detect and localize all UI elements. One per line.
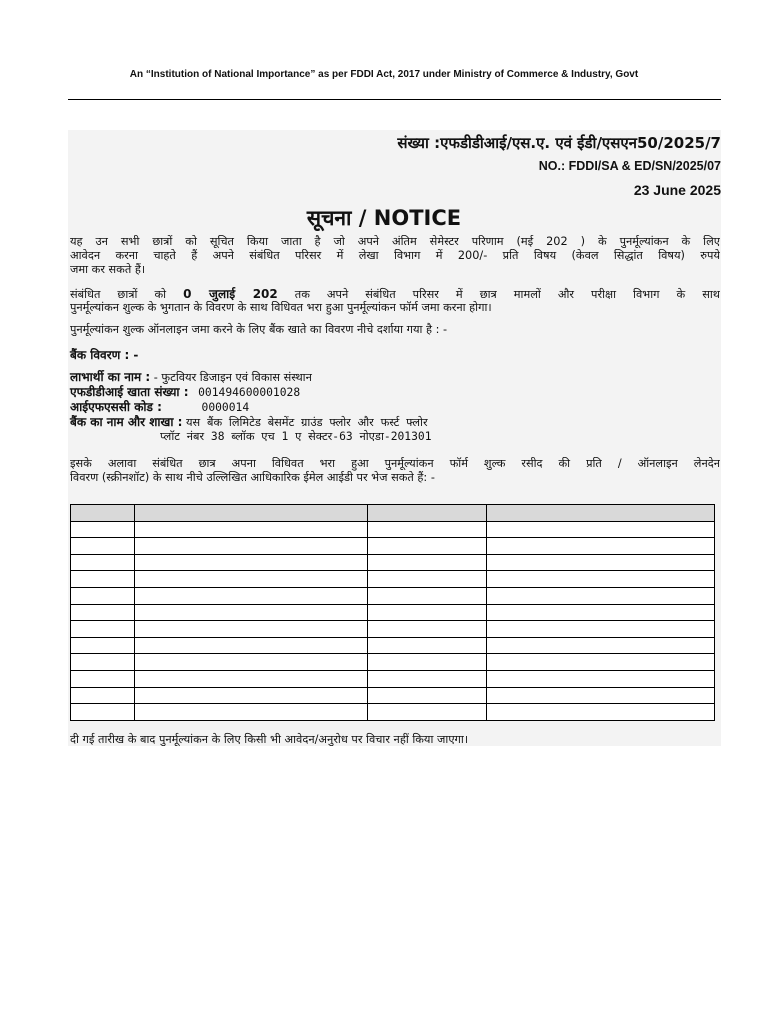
table-cell <box>135 654 368 671</box>
branch-value: यस बैंक लिमिटेड बेसमेंट ग्राउंड फ्लोर और फर्स्ट फ्लोर <box>186 416 428 429</box>
table-cell <box>71 670 135 687</box>
table-cell <box>487 538 715 555</box>
table-cell <box>71 587 135 604</box>
table-cell <box>368 604 487 621</box>
table-cell <box>135 621 368 638</box>
table-row <box>71 670 715 687</box>
table-cell <box>368 670 487 687</box>
branch-row <box>70 413 428 430</box>
table-cell <box>487 587 715 604</box>
table-cell <box>368 538 487 555</box>
table-cell <box>71 687 135 704</box>
table-cell <box>71 521 135 538</box>
intro-line: आवेदन करना चाहते हैं अपने संबंधित परिसर में लेखा विभाग में 200/- प्रति विषय (केवल सिद्धांत विषय) रुपये <box>70 249 720 262</box>
institution-header: An “Institution of National Importance” as per FDDI Act, 2017 under Ministry of Commerce & Industry, Govt <box>129 69 639 80</box>
account-value: 001494600001028 <box>198 386 301 399</box>
bank-heading: बैंक विवरण : - <box>70 348 139 362</box>
branch-address: प्लॉट नंबर 38 ब्लॉक एच 1 ए सेक्टर-63 नोएडा-201301 <box>160 430 432 443</box>
email-line: विवरण (स्क्रीनशॉट) के साथ नीचे उल्लिखित आधिकारिक ईमेल आईडी पर भेज सकते हैं: - <box>70 471 435 484</box>
reference-number-english: NO.: FDDI/SA & ED/SN/2025/07 <box>538 159 721 173</box>
table-cell <box>368 687 487 704</box>
header-divider <box>68 99 721 100</box>
deadline-suffix: तक अपने संबंधित परिसर में छात्र मामलों और परीक्षा विभाग के साथ <box>294 288 720 301</box>
table-cell <box>135 521 368 538</box>
table-cell <box>71 637 135 654</box>
table-cell <box>368 587 487 604</box>
table-cell <box>135 505 368 522</box>
table-cell <box>368 521 487 538</box>
table-cell <box>487 654 715 671</box>
table-cell <box>368 554 487 571</box>
table-cell <box>71 654 135 671</box>
table-cell <box>71 621 135 638</box>
table-cell <box>487 521 715 538</box>
table-row <box>71 604 715 621</box>
table-cell <box>135 554 368 571</box>
table-cell <box>368 637 487 654</box>
table-row <box>71 704 715 721</box>
table-cell <box>71 505 135 522</box>
table-cell <box>487 637 715 654</box>
contacts-table <box>70 504 715 721</box>
table-row <box>71 687 715 704</box>
table-cell <box>71 554 135 571</box>
table-cell <box>135 670 368 687</box>
table-row <box>71 587 715 604</box>
reference-number-hindi: संख्या :एफडीडीआई/एस.ए. एवं ईडी/एसएन50/2025/7 <box>397 134 721 152</box>
deadline-date: 0 जुलाई 202 <box>183 287 278 301</box>
table-cell <box>135 704 368 721</box>
ifsc-value: 0000014 <box>201 401 250 414</box>
deadline-line: पुनर्मूल्यांकन शुल्क के भुगतान के विवरण के साथ विधिवत भरा हुआ पुनर्मूल्यांकन फॉर्म जमा करना होगा। <box>70 301 492 314</box>
deadline-prefix: संबंधित छात्रों को <box>70 288 167 301</box>
branch-label: बैंक का नाम और शाखा : <box>70 415 183 429</box>
table-cell <box>487 505 715 522</box>
contacts-table-body <box>71 505 715 721</box>
table-cell <box>487 687 715 704</box>
table-cell <box>487 670 715 687</box>
table-cell <box>487 604 715 621</box>
table-row <box>71 538 715 555</box>
table-header-row <box>71 505 715 522</box>
table-row <box>71 554 715 571</box>
intro-line: यह उन सभी छात्रों को सूचित किया जाता है जो अपने अंतिम सेमेस्टर परिणाम (मई 202 ) के पुनर्मूल्यांकन के लिए <box>70 235 720 248</box>
intro-line: जमा कर सकते हैं। <box>70 263 146 276</box>
table-row <box>71 521 715 538</box>
table-row <box>71 621 715 638</box>
table-cell <box>135 571 368 588</box>
table-cell <box>368 654 487 671</box>
email-line: इसके अलावा संबंधित छात्र अपना विधिवत भरा हुआ पुनर्मूल्यांकन फॉर्म शुल्क रसीद की प्रति / ऑनलाइन लेनदेन <box>70 457 720 470</box>
table-cell <box>487 704 715 721</box>
table-cell <box>135 687 368 704</box>
table-cell <box>71 538 135 555</box>
table-cell <box>368 621 487 638</box>
beneficiary-label: लाभार्थी का नाम : <box>70 370 151 384</box>
table-cell <box>71 604 135 621</box>
table-cell <box>135 604 368 621</box>
table-cell <box>487 554 715 571</box>
table-row <box>71 637 715 654</box>
table-cell <box>487 621 715 638</box>
ifsc-label: आईएफएससी कोड : <box>70 400 162 414</box>
notice-title: सूचना / NOTICE <box>306 206 462 230</box>
table-row <box>71 654 715 671</box>
bank-intro: पुनर्मूल्यांकन शुल्क ऑनलाइन जमा करने के लिए बैंक खाते का विवरण नीचे दर्शाया गया है : - <box>70 323 448 336</box>
table-cell <box>135 538 368 555</box>
table-cell <box>71 571 135 588</box>
table-cell <box>368 704 487 721</box>
table-cell <box>368 505 487 522</box>
table-row <box>71 571 715 588</box>
notice-date: 23 June 2025 <box>633 182 721 198</box>
table-cell <box>135 587 368 604</box>
beneficiary-value: - फुटवियर डिजाइन एवं विकास संस्थान <box>153 371 312 384</box>
account-label: एफडीडीआई खाता संख्या : <box>70 385 189 399</box>
table-cell <box>135 637 368 654</box>
deadline-line <box>70 287 720 302</box>
table-cell <box>71 704 135 721</box>
footer-note: दी गई तारीख के बाद पुनर्मूल्यांकन के लिए किसी भी आवेदन/अनुरोध पर विचार नहीं किया जाएगा। <box>70 733 469 746</box>
table-cell <box>487 571 715 588</box>
table-cell <box>368 571 487 588</box>
